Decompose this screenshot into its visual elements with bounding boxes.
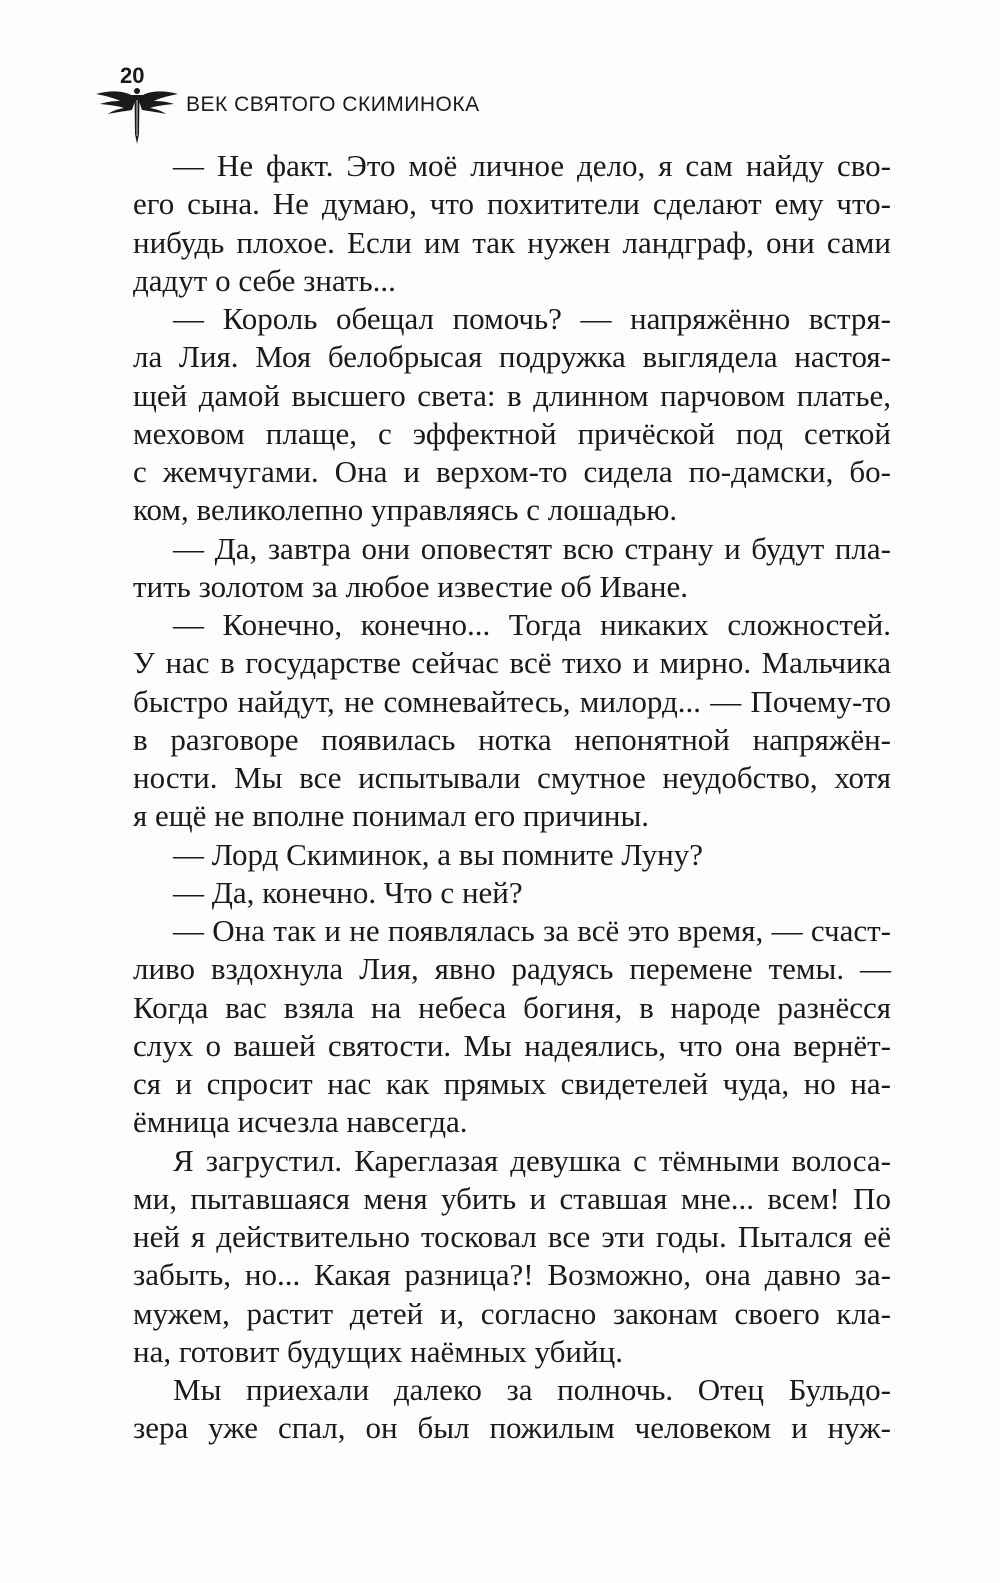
text-line: ности. Мы все испытывали смутное неудобство, хотя bbox=[133, 760, 891, 795]
text-line: ся и спросит нас как прямых свидетелей чуда, но на- bbox=[133, 1066, 891, 1101]
text-line: — Она так и не появлялась за всё это время, — счаст- bbox=[173, 913, 891, 948]
text-line: нибудь плохое. Если им так нужен ландграф, они сами bbox=[133, 224, 891, 260]
page-number: 20 bbox=[120, 63, 145, 88]
text-line: Мы приехали далеко за полночь. Отец Бульдо- bbox=[173, 1372, 891, 1407]
text-line: У нас в государстве сейчас всё тихо и мирно. Мальчика bbox=[133, 645, 891, 681]
text-line: зера уже спал, он был пожилым человеком и нуж- bbox=[133, 1410, 891, 1446]
text-line: — Да, завтра они оповестят всю страну и будут пла- bbox=[173, 530, 891, 566]
text-line: — Конечно, конечно... Тогда никаких сложностей. bbox=[173, 607, 891, 642]
text-line: — Не факт. Это моё личное дело, я сам найду сво- bbox=[173, 148, 891, 183]
text-line: — Король обещал помочь? — напряжённо встря- bbox=[173, 301, 891, 336]
text-line: ла Лия. Моя белобрысая подружка выглядела настоя- bbox=[133, 339, 891, 375]
text-line: — Лорд Скиминок, а вы помните Луну? bbox=[173, 836, 703, 872]
body-text bbox=[133, 147, 891, 1448]
text-line: ком, великолепно управляясь с лошадью. bbox=[133, 492, 678, 528]
text-line: слух о вашей святости. Мы надеялись, что она вернёт- bbox=[133, 1027, 891, 1063]
text-line: ней я действительно тосковал все эти годы. Пытался её bbox=[133, 1219, 891, 1254]
text-line: на, готовит будущих наёмных убийц. bbox=[133, 1333, 623, 1369]
text-line: забыть, но... Какая разница?! Возможно, она давно за- bbox=[133, 1257, 891, 1293]
running-title: ВЕК СВЯТОГО СКИМИНОКА bbox=[186, 93, 480, 116]
text-line: — Да, конечно. Что с ней? bbox=[173, 874, 523, 910]
text-line: Я загрустил. Кареглазая девушка с тёмными волоса- bbox=[173, 1142, 891, 1178]
text-line: мужем, растит детей и, согласно законам своего кла- bbox=[133, 1295, 891, 1331]
text-line: ёмница исчезла навсегда. bbox=[133, 1104, 468, 1140]
text-line: Когда вас взяла на небеса богиня, в народе разнёсся bbox=[133, 989, 891, 1025]
text-line: с жемчугами. Она и верхом-то сидела по-дамски, бо- bbox=[133, 454, 891, 489]
text-line: ливо вздохнула Лия, явно радуясь перемене темы. — bbox=[133, 951, 891, 987]
text-line: я ещё не вполне понимал его причины. bbox=[133, 798, 650, 834]
text-line: в разговоре появилась нотка непонятной напряжён- bbox=[133, 721, 891, 757]
text-line: тить золотом за любое известие об Иване. bbox=[133, 568, 688, 604]
text-line: его сына. Не думаю, что похитители сделают ему что- bbox=[133, 186, 891, 222]
text-line: быстро найдут, не сомневайтесь, милорд... — Почему-то bbox=[133, 683, 891, 719]
winged-sword-icon bbox=[96, 84, 178, 146]
text-line: дадут о себе знать... bbox=[133, 262, 396, 298]
text-line: меховом плаще, с эффектной причёской под сеткой bbox=[133, 415, 891, 451]
text-line: щей дамой высшего света: в длинном парчовом платье, bbox=[133, 377, 891, 413]
text-line: ми, пытавшаяся меня убить и ставшая мне... всем! По bbox=[133, 1180, 891, 1216]
